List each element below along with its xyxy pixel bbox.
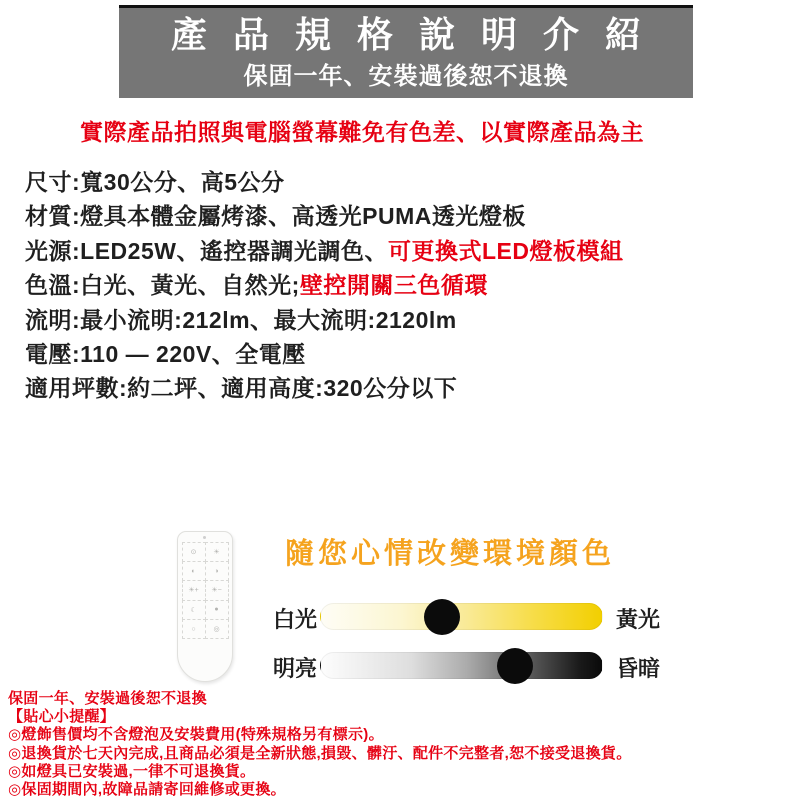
mood-section-title: 隨您心情改變環境顏色 — [284, 538, 615, 570]
warranty-subtitle: 保固一年、安裝過後恕不退換 — [243, 63, 569, 91]
remote-button-grid — [182, 542, 228, 639]
footer-note-repair: ◎保固期間內,故障品請寄回維修或更換。 — [8, 781, 286, 799]
footer-warranty-line: 保固一年、安裝過後恕不退換 — [8, 690, 207, 707]
spec-line-material — [25, 199, 765, 233]
spec-line-light-source — [25, 234, 765, 268]
remote-control-image — [177, 531, 233, 682]
remote-button-icon: ◐ — [182, 561, 206, 581]
footer-note-return-policy: ◎退換貨於七天內完成,且商品必須是全新狀態,損毀、髒汙、配件不完整者,恕不接受退換貨。 — [8, 744, 632, 762]
remote-button-icon: ☀+ — [182, 580, 206, 600]
spec-text: 材質:燈具本體金屬烤漆、高透光PUMA透光燈板 — [25, 203, 526, 230]
footer-notes — [8, 690, 792, 799]
spec-text-highlight: 壁控開關三色循環 — [299, 272, 488, 299]
remote-led-dot — [203, 536, 206, 539]
spec-line-voltage — [25, 337, 765, 371]
footer-reminder-heading: 【貼心小提醒】 — [8, 708, 116, 726]
brightness-slider-knob — [497, 648, 533, 684]
yellow-light-label: 黃光 — [616, 607, 661, 632]
spec-text: 尺寸:寬30公分、高5公分 — [25, 169, 285, 195]
spec-line-color-temp — [25, 268, 765, 302]
remote-button-icon: ◑ — [205, 561, 229, 581]
remote-button-icon: ⊙ — [182, 542, 206, 562]
footer-note-price: ◎燈飾售價均不含燈泡及安裝費用(特殊規格另有標示)。 — [8, 726, 384, 744]
remote-button-icon: ☀ — [205, 542, 229, 562]
spec-line-coverage — [25, 371, 765, 405]
dim-label: 昏暗 — [616, 656, 661, 681]
spec-text-highlight: 可更換式LED燈板模組 — [387, 237, 624, 264]
color-difference-disclaimer: 實際產品拍照與電腦螢幕難免有色差、以實際產品為主 — [80, 119, 644, 145]
spec-text: 光源:LED25W、遙控器調光調色、 — [25, 237, 388, 264]
spec-line-lumens — [25, 303, 765, 337]
remote-button-icon: ☾ — [182, 600, 206, 620]
spec-text: 色溫:白光、黃光、自然光; — [25, 272, 300, 299]
spec-list — [25, 165, 765, 406]
remote-button-icon: ◎ — [205, 619, 229, 639]
bright-label: 明亮 — [273, 656, 318, 681]
color-temp-slider-knob — [424, 599, 460, 635]
spec-line-size — [25, 165, 765, 199]
remote-button-icon: ○ — [182, 619, 206, 639]
brightness-slider-bar — [320, 652, 603, 679]
spec-text: 適用坪數:約二坪、適用高度:320公分以下 — [25, 375, 458, 402]
white-light-label: 白光 — [273, 607, 318, 632]
footer-note-installed: ◎如燈具已安裝過,一律不可退換貨。 — [8, 762, 256, 780]
remote-button-icon: ☀− — [205, 580, 229, 600]
color-temp-slider-bar — [320, 603, 603, 630]
page-title: 產品規格說明介紹 — [170, 13, 667, 55]
header-box — [119, 5, 693, 98]
spec-text: 流明:最小流明:212lm、最大流明:2120lm — [25, 306, 457, 333]
spec-text: 電壓:110 — 220V、全電壓 — [25, 341, 306, 368]
remote-button-icon: ● — [205, 600, 229, 620]
